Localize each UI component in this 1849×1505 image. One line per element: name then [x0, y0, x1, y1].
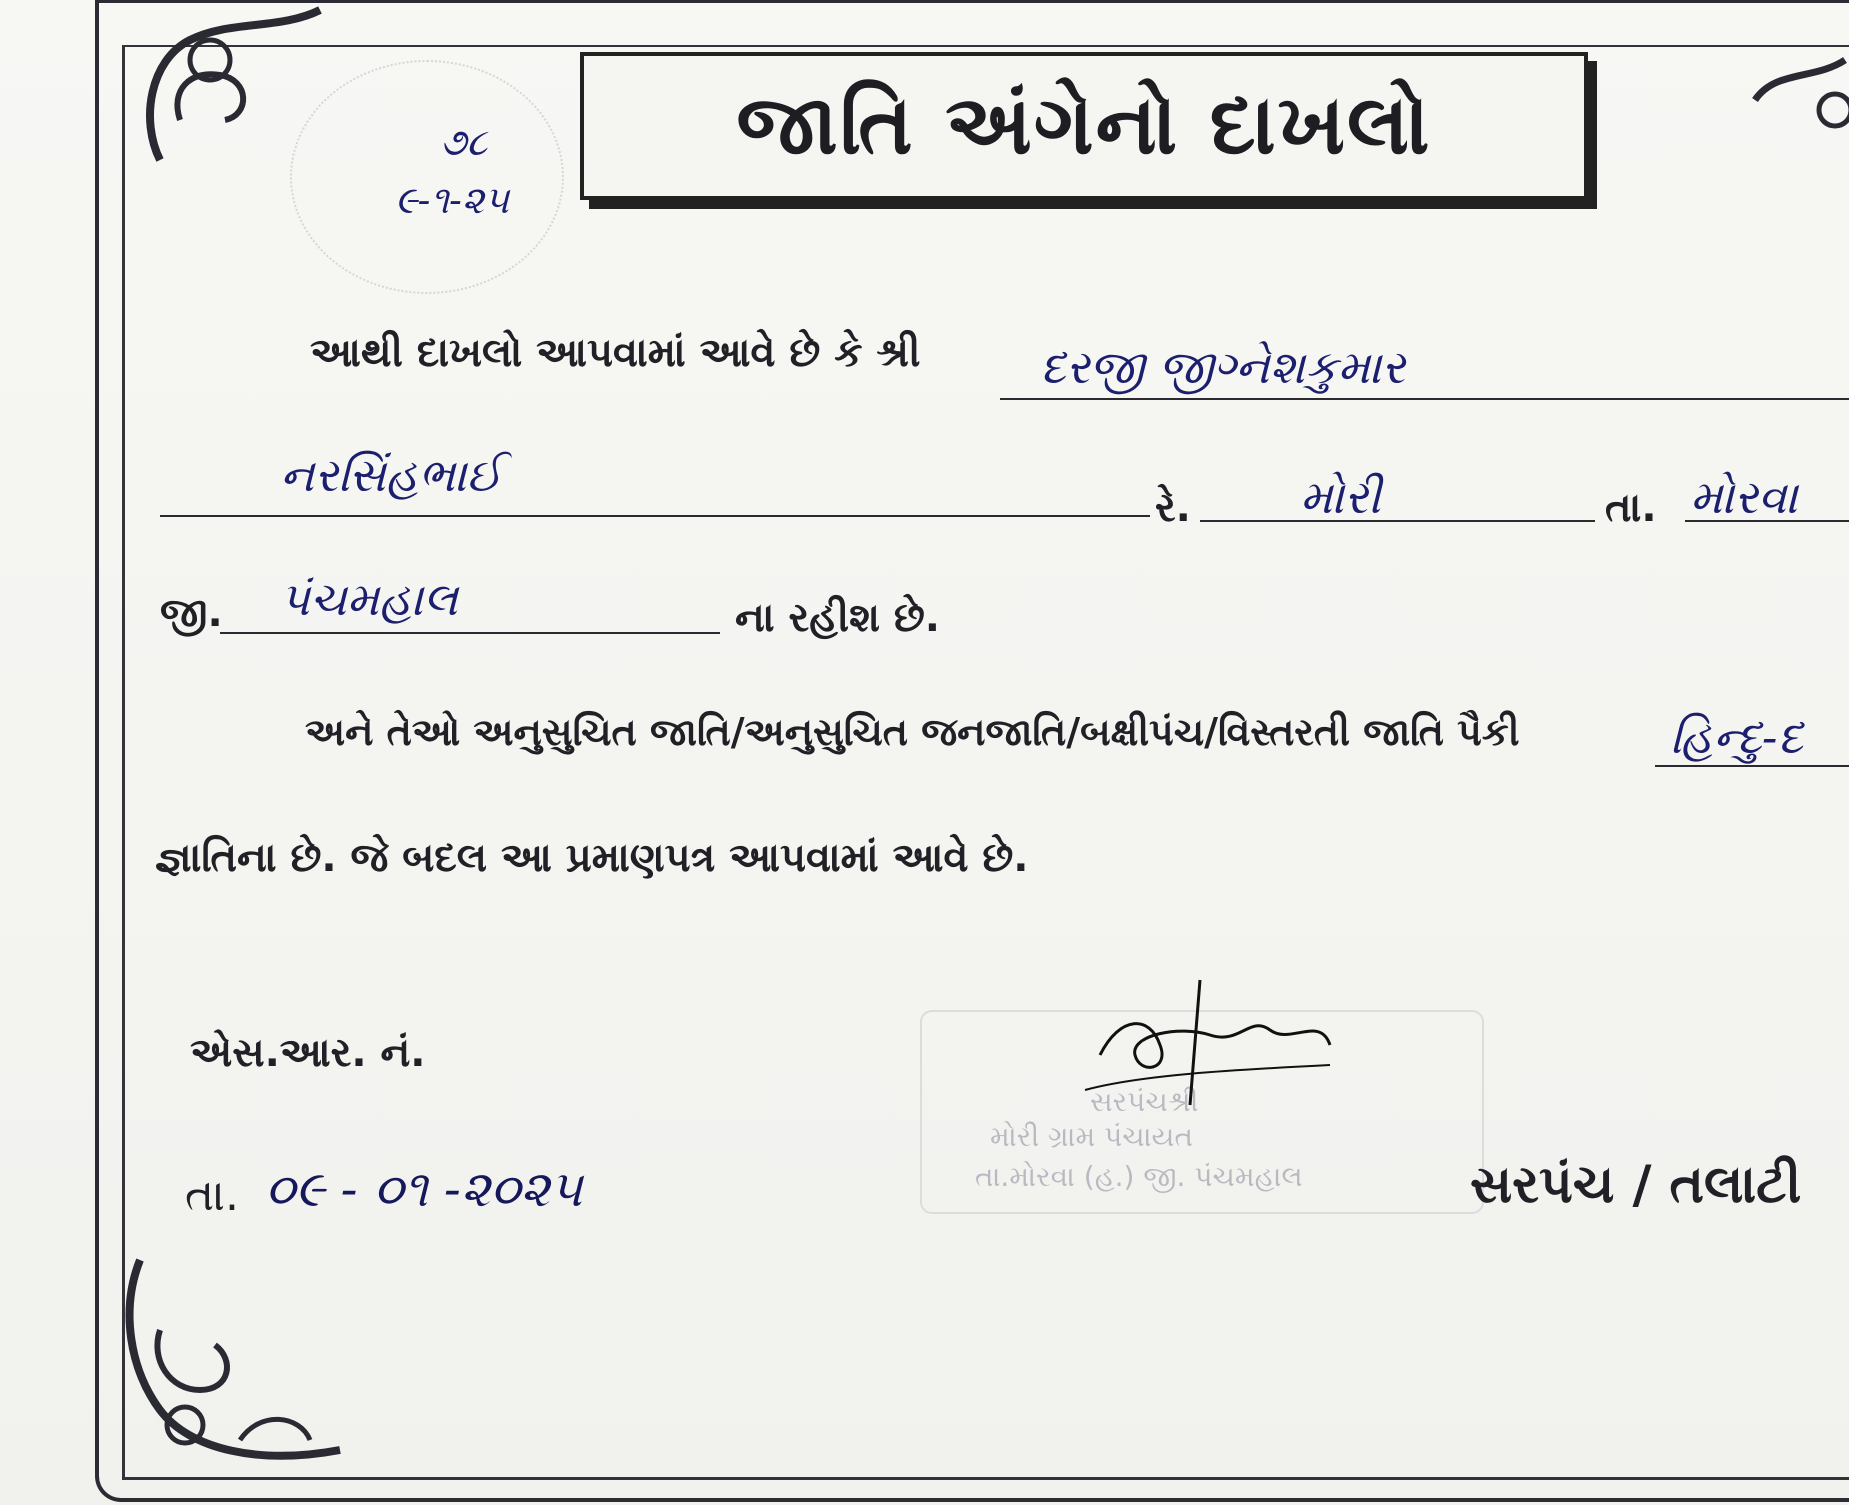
- name-line: [1000, 398, 1849, 400]
- title-box: [580, 52, 1588, 200]
- father-name: નરસિંહભાઈ: [280, 448, 502, 502]
- district-value: પંચમહાલ: [280, 572, 458, 626]
- signatory-title: સરપંચ / તલાટી: [1470, 1155, 1802, 1215]
- stamp-line-1: સરપંચશ્રી: [1090, 1085, 1199, 1118]
- village-line: [1200, 520, 1595, 522]
- name-continuation-line: [160, 515, 1150, 517]
- intro-text: આથી દાખલો આપવામાં આવે છે કે શ્રી: [310, 330, 921, 376]
- registration-seal: [290, 60, 564, 294]
- registration-date: ૯-૧-૨૫: [395, 178, 510, 222]
- issue-date: ૦૯ - ૦૧ -૨૦૨૫: [265, 1160, 583, 1218]
- stamp-line-3: તા.મોરવા (હ.) જી. પંચમહાલ: [975, 1160, 1303, 1193]
- re-label: રે.: [1155, 485, 1191, 531]
- ji-label: જી.: [160, 590, 223, 636]
- closing-text: જ્ઞાતિના છે. જે બદલ આ પ્રમાણપત્ર આપવામાં આવે છે.: [155, 835, 1029, 881]
- page-title: જાતિ અંગેનો દાખલો: [736, 78, 1432, 173]
- bottom-left-ornament-icon: [120, 1250, 360, 1480]
- stamp-line-2: મોરી ગ્રામ પંચાયત: [990, 1120, 1194, 1153]
- taluka-value: મોરવા: [1690, 470, 1798, 524]
- ta-label: તા.: [1605, 485, 1657, 531]
- resident-suffix: ના રહીશ છે.: [735, 595, 940, 641]
- signature-icon: [1080, 975, 1340, 1115]
- sr-no-label: એસ.આર. નં.: [190, 1030, 426, 1076]
- district-line: [220, 632, 720, 634]
- holder-name: દરજી જીગ્નેશકુમાર: [1040, 340, 1406, 394]
- date-label: તા.: [185, 1170, 239, 1221]
- caste-sentence: અને તેઓ અનુસુચિત જાતિ/અનુસુચિત જનજાતિ/બક્ષીપંચ/વિસ્તરતી જાતિ પૈકી: [305, 710, 1520, 754]
- registration-number: ૭૮: [440, 120, 488, 164]
- caste-value: હિન્દુ-દ: [1670, 710, 1804, 764]
- top-right-ornament-icon: [1745, 40, 1849, 140]
- village-value: મોરી: [1300, 470, 1381, 524]
